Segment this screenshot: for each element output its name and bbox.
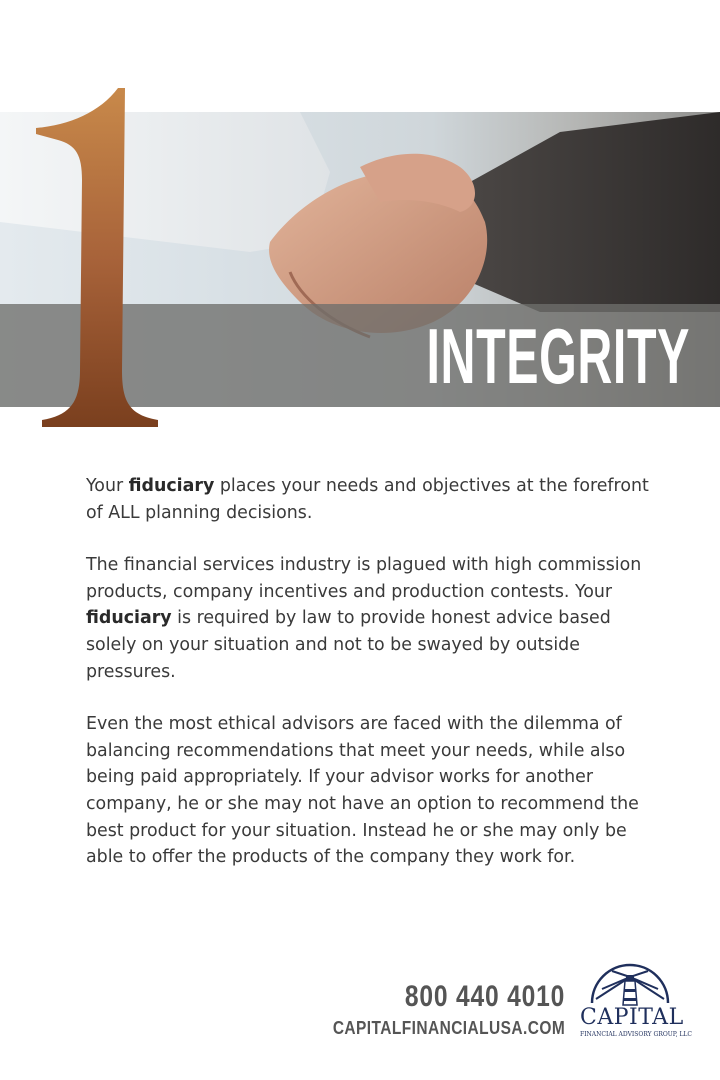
text-run: Your bbox=[86, 476, 129, 496]
contact-block bbox=[295, 980, 565, 1040]
text-run: Even the most ethical advisors are faced with the dilemma of balancing recommendations that meet your needs, while also being paid appropriately. If your advisor works for another company, he or she may not have an option to recommend the best product for your situation. Instead he or she may only be able to offer the products of the company they work for. bbox=[86, 714, 639, 868]
logo-subtitle: FINANCIAL ADVISORY GROUP, LLC bbox=[580, 1031, 693, 1038]
page-title: INTEGRITY bbox=[426, 312, 690, 400]
company-logo bbox=[580, 963, 693, 1043]
paragraph-3 bbox=[86, 711, 656, 871]
text-run: is required by law to provide honest advice based solely on your situation and not to be swayed by outside pressures. bbox=[86, 608, 611, 682]
text-run: The financial services industry is plagued with high commission products, company incentives and production contests. Your bbox=[86, 555, 642, 602]
body-text bbox=[86, 473, 656, 897]
phone-number[interactable]: 800 440 4010 bbox=[404, 980, 565, 1013]
lighthouse-icon bbox=[580, 963, 680, 1008]
logo-name: CAPITAL bbox=[580, 1005, 684, 1030]
emphasis-term: fiduciary bbox=[128, 476, 215, 496]
paragraph-1 bbox=[86, 473, 656, 526]
website-link[interactable]: CAPITALFINANCIALUSA.COM bbox=[332, 1018, 565, 1038]
emphasis-term: fiduciary bbox=[86, 608, 172, 629]
text-run: places your needs and objectives at the forefront of ALL planning decisions. bbox=[86, 476, 649, 523]
number-one-glyph bbox=[0, 70, 200, 450]
paragraph-2 bbox=[86, 552, 656, 685]
